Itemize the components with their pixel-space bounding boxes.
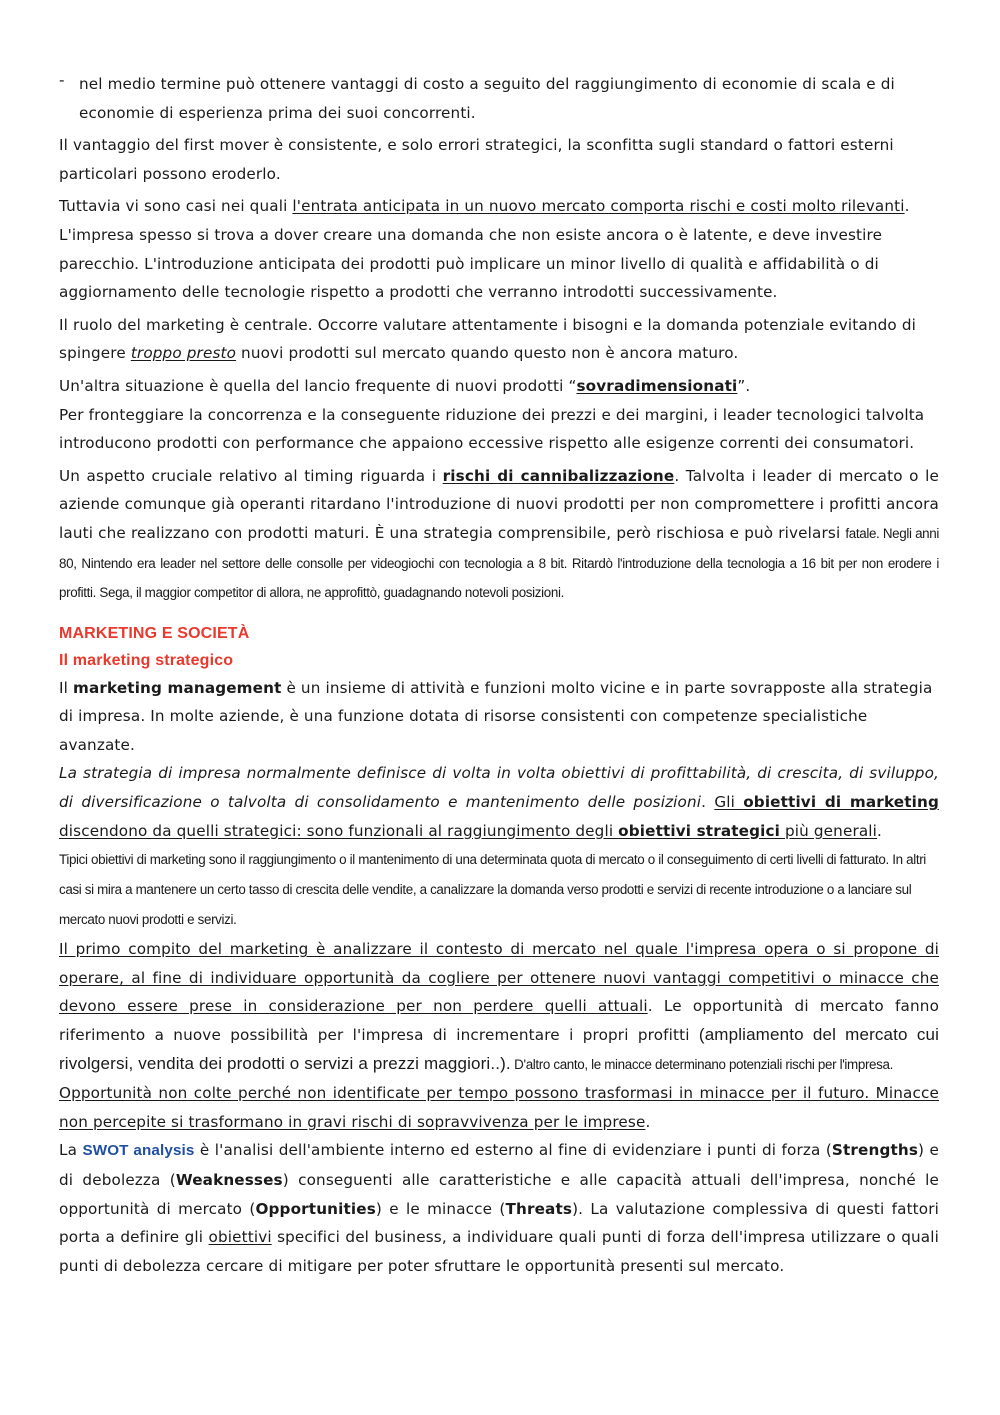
text-span: ) conseguenti alle caratteristiche e alle capacità attuali dell'impresa, nonché le opportunità di mercato ( — [59, 1171, 939, 1218]
paragraph-first-mover: Il vantaggio del first mover è consistente, e solo errori strategici, la sconfitta sugli standard o fattori esterni particolari possono eroderlo. — [59, 136, 894, 183]
bold-underlined-phrase: rischi di cannibalizzazione — [442, 466, 675, 485]
text-span: è un insieme di attività e funzioni molto vicine e in parte sovrapposte alla strategia di impresa. In molte aziende, è una funzione dotata di risorse consistenti con competenze specialistiche avanzate. — [59, 678, 933, 754]
subsection-heading: Il marketing strategico — [59, 651, 234, 669]
bullet-item — [59, 70, 939, 127]
italic-underlined-phrase: troppo presto — [130, 344, 237, 363]
paragraph-typical-objectives: Tipici obiettivi di marketing sono il raggiungimento o il mantenimento di una determinata quota di mercato o il conseguimento di certi livelli di fatturato. In altri casi si mira a mantenere un certo tasso di crescita delle vendite, a canalizzare la domanda verso prodotti e servizi di recente introduzione o a lanciare sul mercato nuovi prodotti e servizi. — [59, 852, 926, 928]
paragraph-cannibalization — [59, 462, 939, 608]
text-span: Un'altra situazione è quella del lancio frequente di nuovi prodotti “ — [59, 376, 577, 395]
underlined-phrase: più generali — [780, 821, 878, 840]
text-span: Il ruolo del marketing è centrale. Occorre valutare attentamente i bisogni e la domanda potenziale evitando di spingere — [59, 315, 917, 363]
paragraph-opportunities — [59, 1079, 939, 1136]
underlined-phrase: discendono da quelli strategici: sono funzionali al raggiungimento degli — [59, 821, 619, 840]
bold-underlined-phrase: sovradimensionati — [576, 376, 738, 395]
underlined-phrase: Gli — [714, 793, 744, 812]
bold-phrase: marketing management — [72, 678, 282, 697]
large-text: (ampliamento del mercato cui rivolgersi, vendita dei prodotti o servizi a prezzi maggiori..). — [59, 1025, 939, 1073]
underlined-phrase: l'entrata anticipata in un nuovo mercato comporta rischi e costi molto rilevanti — [292, 197, 905, 216]
bold-term: Opportunities — [255, 1199, 376, 1218]
bold-term: Threats — [505, 1199, 573, 1218]
paragraph-marketing-role — [59, 311, 939, 368]
paragraph-strategy — [59, 759, 939, 845]
bold-underlined-phrase: obiettivi di marketing — [743, 793, 939, 812]
condensed-text: fatale. Negli anni 80, Nintendo era leader nel settore delle consolle per videogiochi con tecnologia a 8 bit. Ritardò l'introduzione della tecnologia a 16 bit per non erodere i profitti. Sega, il maggior competitor di allora, ne approfittò, guadagnando notevoli posizioni. — [59, 525, 939, 601]
underlined-phrase: Il primo compito del marketing è analizzare il contesto di mercato nel quale l'impresa opera o si propone di operare, al fine di individuare opportunità da cogliere per ottenere nuovi vantaggi competitivi o minacce che devono essere prese in considerazione per non perdere quelli attuali — [59, 940, 939, 1016]
condensed-text: D'altro canto, le minacce determinano potenziali rischi per l'impresa. — [510, 1056, 893, 1072]
paragraph-first-task — [59, 935, 939, 1079]
text-span: . — [645, 1112, 651, 1131]
bold-term: Weaknesses — [175, 1171, 283, 1189]
underlined-phrase: Opportunità non colte perché non identificate per tempo possono trasformasi in minacce per il futuro. Minacce non percepite si trasformano in gravi rischi di sopravvivenza per le imprese — [59, 1084, 939, 1131]
text-span: . — [877, 821, 883, 840]
text-span: . Le opportunità di mercato fanno riferimento a nuove possibilità per l'impresa di incrementare i propri profitti — [59, 997, 940, 1045]
text-span: è l'analisi dell'ambiente interno ed esterno al fine di evidenziare i punti di forza ( — [194, 1141, 832, 1160]
bold-underlined-phrase: obiettivi strategici — [618, 821, 780, 840]
text-span: ) e le minacce ( — [375, 1199, 506, 1218]
text-span: Per fronteggiare la concorrenza e la conseguente riduzione dei prezzi e dei margini, i leader tecnologici talvolta introducono prodotti con performance che appaiono eccessive rispetto alle esigenze correnti dei consumatori. — [59, 405, 925, 453]
text-span: La — [59, 1141, 83, 1160]
text-span: Il — [59, 678, 73, 697]
text-span: Un aspetto cruciale relativo al timing riguarda i — [59, 466, 443, 485]
italic-phrase: La strategia di impresa normalmente definisce di volta in volta obiettivi di profittabilità, di crescita, di sviluppo, di diversificazione o talvolta di consolidamento e mantenimento delle posizioni — [59, 764, 939, 812]
text-span: . Talvolta i leader di mercato o le aziende comunque già operanti ritardano l'introduzione di nuovi prodotti per non compromettere i profitti ancora lauti che realizzano con prodotti maturi. È una strategia comprensibile, però rischiosa e può rivelarsi — [59, 466, 939, 542]
swot-term: SWOT analysis — [82, 1142, 195, 1160]
document-page — [59, 70, 939, 1280]
text-span: ”. — [737, 376, 751, 395]
section-heading: MARKETING E SOCIETÀ — [59, 624, 250, 642]
paragraph-early-entry — [59, 192, 939, 306]
bold-term: Strengths — [831, 1141, 919, 1160]
text-span: ). La valutazione complessiva di questi fattori porta a definire gli — [59, 1199, 939, 1247]
paragraph-oversized-products — [59, 372, 939, 458]
paragraph-swot — [59, 1136, 939, 1280]
text-span: . — [701, 793, 715, 812]
underlined-phrase: obiettivi — [208, 1228, 272, 1247]
bullet-text: nel medio termine può ottenere vantaggi di costo a seguito del raggiungimento di economie di scala e di economie di esperienza prima dei suoi concorrenti. — [79, 75, 895, 122]
text-span: Tuttavia vi sono casi nei quali — [59, 197, 293, 216]
text-span: specifici del business, a individuare quali punti di forza dell'impresa utilizzare o quali punti di debolezza cercare di mitigare per poter sfruttare le opportunità presenti sul mercato. — [59, 1228, 939, 1275]
paragraph-marketing-management — [59, 674, 939, 760]
text-span: ) e di debolezza ( — [59, 1141, 939, 1189]
text-span: . L'impresa spesso si trova a dover creare una domanda che non esiste ancora o è latente, e deve investire parecchio. L'introduzione anticipata dei prodotti può implicare un minor livello di qualità e affidabilità o di aggiornamento delle tecnologie rispetto a prodotti che verranno introdotti successivamente. — [59, 197, 910, 302]
bullet-dash: - — [59, 71, 65, 89]
text-span: nuovi prodotti sul mercato quando questo non è ancora maturo. — [236, 344, 739, 363]
